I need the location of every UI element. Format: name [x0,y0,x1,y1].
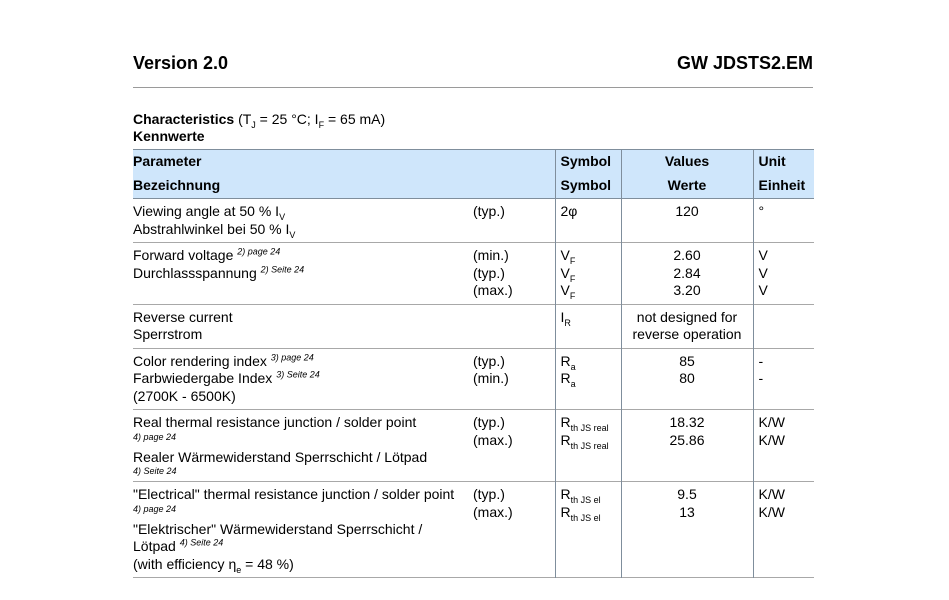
table-header-row-de [133,174,814,199]
table-row [133,199,814,243]
unit-cell: V V V [753,243,814,305]
condition-cell: (typ.) (max.) [473,486,513,520]
condition-cell: (typ.) [473,203,505,219]
version-label: Version 2.0 [133,53,229,73]
value-cell: 18.32 25.86 [621,410,753,482]
symbol-cell: $R_{th JS real}$ $R_{th JS real}$ [555,410,621,482]
header-symbol: Symbol [555,150,621,175]
section-title [133,111,385,145]
param-reverse-current: Reverse current Sperrstrom [133,308,233,342]
symbol-cell: $I_R$ [555,304,621,348]
part-number: GW JDSTS2.EM [676,53,813,73]
header-values: Values [621,150,753,175]
param-electrical-thermal-resistance: "Electrical" thermal resistance junction / solder point 4) page 24 "Elektrischer" Wärmewiderstand Sperrschicht / Lötpad $^{4) Seite 24}$ (with efficiency $\eta_e = 48$ %) [133,486,455,575]
param-forward-voltage: Forward voltage $^{2) page 24}$ Durchlassspannung $^{2) Seite 24}$ [133,246,305,281]
section-title-bold: Characteristics [133,111,235,127]
header-symbol-de: Symbol [555,174,621,199]
value-cell: 9.5 13 [621,482,753,578]
value-cell: 85 80 [621,348,753,410]
header-divider [133,87,813,88]
section-title-de: Kennwerte [133,128,205,144]
header-unit-de: Einheit [753,174,814,199]
unit-cell: ° [753,199,814,243]
symbol-cell: $R_{th JS el}$ $R_{th JS el}$ [555,482,621,578]
symbol-cell: $V_F$ $V_F$ $V_F$ [555,243,621,305]
table-header-row [133,150,814,175]
param-real-thermal-resistance: Real thermal resistance junction / solder point 4) page 24 Realer Wärmewiderstand Sperrschicht / Lötpad 4) Seite 24 [133,414,428,476]
unit-cell: K/W K/W [753,482,814,578]
value-cell: 120 [621,199,753,243]
unit-cell: - - [753,348,814,410]
condition-cell: (typ.) (min.) [473,352,509,386]
symbol-cell: $R_a$ $R_a$ [555,348,621,410]
table-row [133,410,814,482]
header-values-de: Werte [621,174,753,199]
table-row [133,482,814,578]
param-color-rendering-index: Color rendering index $^{3) page 24}$ Farbwiedergabe Index $^{3) Seite 24}$ (2700K - 6500K) [133,351,320,404]
value-cell: 2.60 2.84 3.20 [621,243,753,305]
header-parameter: Parameter [133,150,555,175]
unit-cell [753,304,814,348]
header-unit: Unit [753,150,814,175]
table-row [133,243,814,305]
param-viewing-angle: Viewing angle at 50 % $I_V$ Abstrahlwinkel bei 50 % $I_V$ [133,203,296,240]
condition-cell: (min.) (typ.) (max.) [473,247,513,298]
characteristics-table [133,149,814,578]
symbol-cell: 2φ [555,199,621,243]
unit-cell: K/W K/W [753,410,814,482]
section-condition: ($T_J = 25$ °C; $I_F = 65$ mA) [238,111,386,130]
table-row [133,304,814,348]
condition-cell: (typ.) (max.) [473,414,513,448]
table-row [133,348,814,410]
condition-cell [473,304,555,348]
header-parameter-de: Bezeichnung [133,174,555,199]
value-cell: not designed for reverse operation [621,304,753,348]
